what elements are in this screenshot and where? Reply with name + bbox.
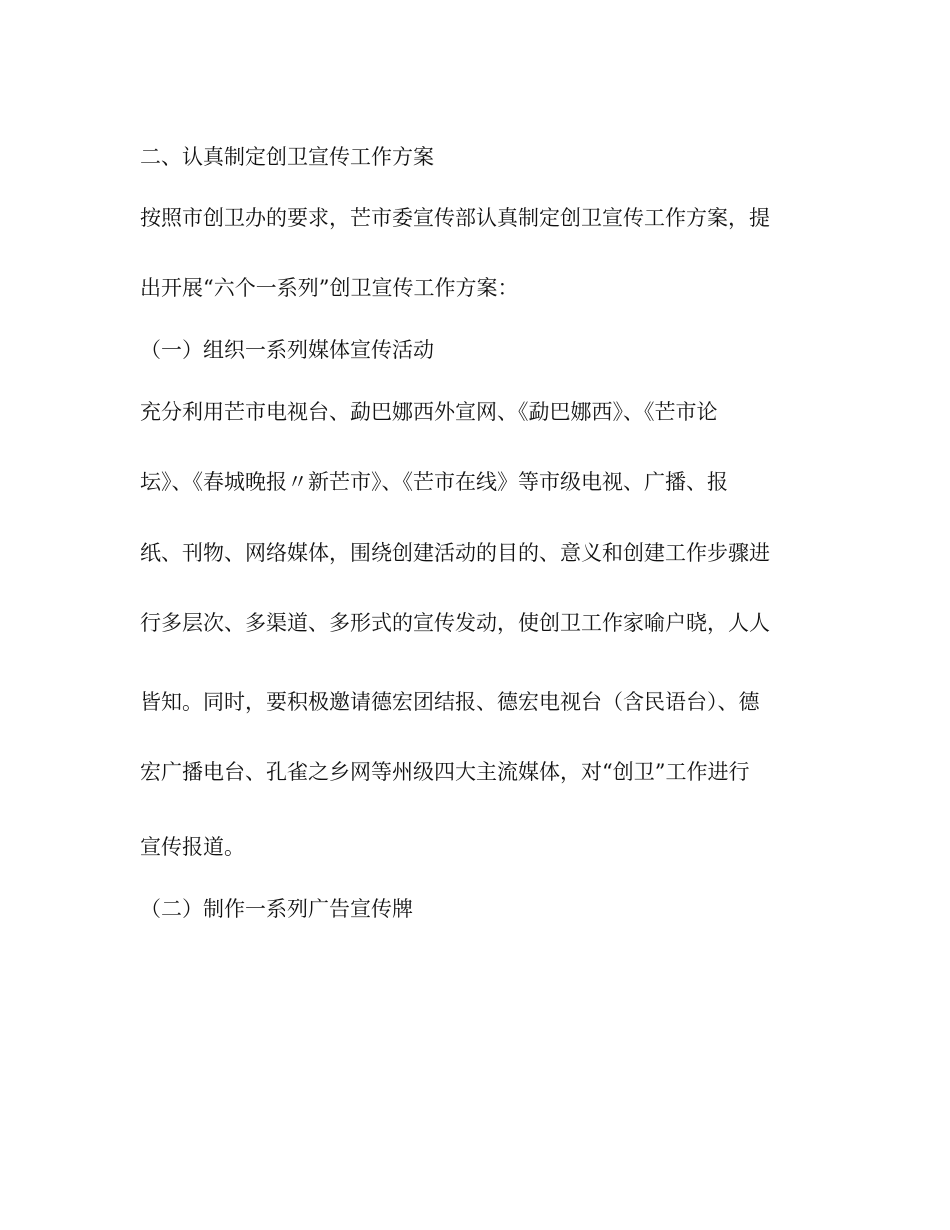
paragraph-line: 充分利用芒市电视台、勐巴娜西外宣网、《勐巴娜西》、《芒市论 <box>140 400 718 424</box>
paragraph-line: 坛》、《春城晚报〃新芒市》、《芒市在线》等市级电视、广播、报 <box>140 470 728 494</box>
subsection-heading: （一）组织一系列媒体宣传活动 <box>140 338 434 362</box>
paragraph-line: 按照市创卫办的要求，芒市委宣传部认真制定创卫宣传工作方案，提 <box>140 206 770 230</box>
paragraph-line: 宏广播电台、孔雀之乡网等州级四大主流媒体，对“创卫”工作进行 <box>140 760 750 784</box>
paragraph-line: 皆知。同时，要积极邀请德宏团结报、德宏电视台（含民语台）、德 <box>140 690 760 714</box>
paragraph-line: 宣传报道。 <box>140 835 245 859</box>
subsection-heading: （二）制作一系列广告宣传牌 <box>140 897 413 921</box>
paragraph-line: 出开展“六个一系列”创卫宣传工作方案： <box>140 276 519 300</box>
section-heading: 二、认真制定创卫宣传工作方案 <box>140 145 434 169</box>
paragraph-line: 纸、刊物、网络媒体，围绕创建活动的目的、意义和创建工作步骤进 <box>140 541 770 565</box>
paragraph-line: 行多层次、多渠道、多形式的宣传发动，使创卫工作家喻户晓，人人 <box>140 611 770 635</box>
